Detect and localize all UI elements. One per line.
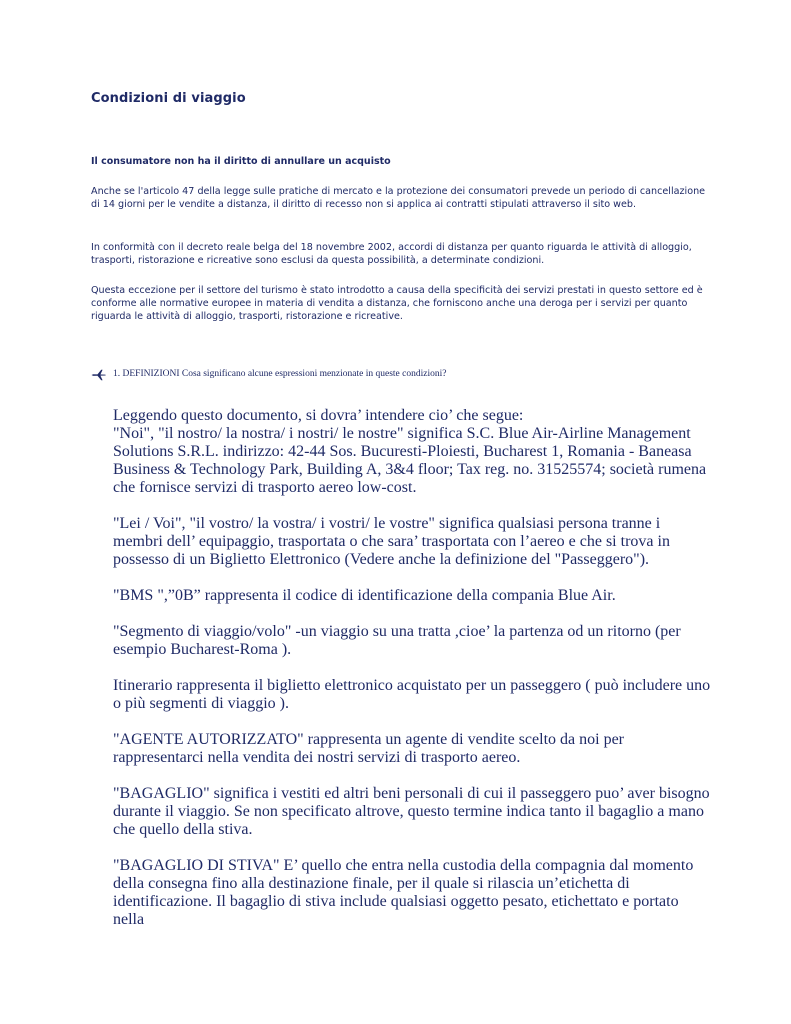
definitions-section-header [91, 365, 446, 383]
definition-item: "Segmento di viaggio/volo" -un viaggio su una tratta ,cioe’ la partenza od un ritorno (per esempio Bucharest-Roma ). [113, 623, 681, 658]
definitions-intro: Leggendo questo documento, si dovra’ intendere cio’ che segue: [113, 407, 524, 424]
intro-paragraph: Questa eccezione per il settore del turismo è stato introdotto a causa della specificità dei servizi prestati in questo settore ed è conforme alle normative europee in materia di vendita a distanza, che forniscono anche una deroga per i servizi per quanto riguarda le attività di alloggio, trasporti, ristorazione e ricreative. [91, 285, 703, 322]
definition-item: "BAGAGLIO DI STIVA" E’ quello che entra nella custodia della compagnia dal momento della consegna fino alla destinazione finale, per il quale si rilascia un’etichetta di identificazione. Il bagaglio di stiva include qualsiasi oggetto pesato, etichettato e portato nella [113, 857, 694, 928]
plane-icon [91, 368, 107, 380]
definition-item: "Lei / Voi", "il vostro/ la vostra/ i vostri/ le vostre" significa qualsiasi persona tranne i membri dell’ equipaggio, trasportata o che sara’ trasportata con l’aereo e che si trova in possesso di un Biglietto Elettronico (Vedere anche la definizione del "Passeggero"). [113, 515, 670, 568]
definition-item: "BMS ",”0B” rappresenta il codice di identificazione della compania Blue Air. [113, 587, 616, 604]
definition-item: "Noi", "il nostro/ la nostra/ i nostri/ le nostre" significa S.C. Blue Air-Airline Management Solutions S.R.L. indirizzo: 42-44 Sos. Bucuresti-Ploiesti, Bucharest 1, Romania - Baneasa Business & Technology Park, Building A, 3&4 floor; Tax reg. no. 31525574; società rumena che fornisce servizi di trasporto aereo low-cost. [113, 425, 707, 496]
definition-item: "AGENTE AUTORIZZATO" rappresenta un agente di vendite scelto da noi per rappresentarci nella vendita dei nostri servizi di trasporto aereo. [113, 731, 624, 766]
intro-paragraph: Anche se l'articolo 47 della legge sulle pratiche di mercato e la protezione dei consumatori prevede un periodo di cancellazione di 14 giorni per le vendite a distanza, il diritto di recesso non si applica ai contratti stipulati attraverso il sito web. [91, 186, 706, 210]
section-subtitle: Il consumatore non ha il diritto di annullare un acquisto [91, 156, 391, 167]
definition-item: Itinerario rappresenta il biglietto elettronico acquistato per un passeggero ( può includere uno o più segmenti di viaggio ). [113, 677, 711, 712]
intro-paragraph: In conformità con il decreto reale belga del 18 novembre 2002, accordi di distanza per quanto riguarda le attività di alloggio, trasporti, ristorazione e ricreative sono esclusi da questa possibilità, a determinate condizioni. [91, 242, 692, 266]
definitions-heading: 1. DEFINIZIONI Cosa significano alcune espressioni menzionate in queste condizioni? [113, 369, 447, 379]
definition-item: "BAGAGLIO" significa i vestiti ed altri beni personali di cui il passeggero puo’ aver bisogno durante il viaggio. Se non specificato altrove, questo termine indica tanto il bagaglio a mano che quello della stiva. [113, 785, 710, 838]
page-title: Condizioni di viaggio [91, 91, 246, 106]
definitions-body [113, 407, 713, 947]
